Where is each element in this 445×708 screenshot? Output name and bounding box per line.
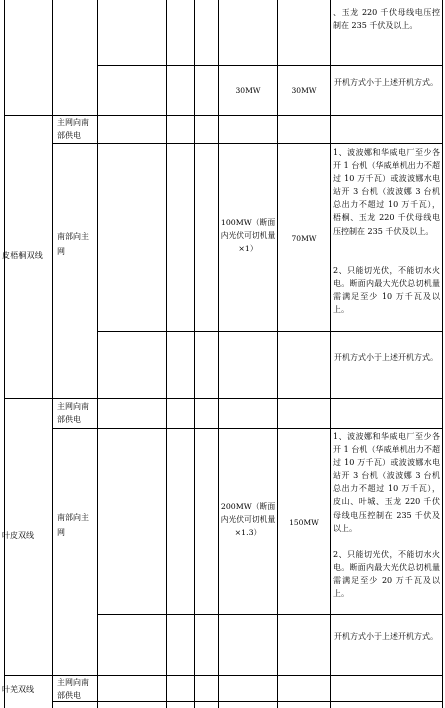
direction-south: 南部向主网 <box>57 513 89 537</box>
grid-line <box>194 0 195 708</box>
grid-line <box>97 331 443 332</box>
grid-line <box>52 428 443 429</box>
fallback-text: 开机方式小于上述开机方式。 <box>334 632 438 641</box>
grid-line <box>97 614 443 615</box>
limit-value: 70MW <box>291 234 317 243</box>
grid-line <box>277 0 278 708</box>
grid-line <box>97 0 98 708</box>
direction-north: 主网向南部供电 <box>57 678 89 700</box>
grid-line <box>4 115 443 116</box>
grid-line <box>330 0 331 708</box>
direction-north: 主网向南部供电 <box>57 118 89 140</box>
direction-north: 主网向南部供电 <box>57 402 89 424</box>
capacity-text: 100MW（断面内光伏可切机量×1） <box>220 218 276 253</box>
grid-line <box>97 65 443 66</box>
fallback-text: 开机方式小于上述开机方式。 <box>334 353 438 362</box>
line-name: 叶皮双线 <box>2 531 34 540</box>
load-value: 30MW <box>235 86 261 95</box>
grid-line <box>442 0 443 708</box>
grid-line <box>52 143 443 144</box>
condition-text: 1、波波娜和华威电厂至少各开 1 台机（华威单机出力不超过 10 万千瓦）或波波娜水电站开 3 台机（波波娜 3 台机总出力不超过 10 万千瓦），皮山、叶城、玉龙 220 千伏母线电压控制在 235 千伏及以上。 <box>333 432 440 533</box>
grid-line <box>4 0 5 708</box>
grid-line <box>218 0 219 708</box>
line-name: 皮梧桐双线 <box>2 251 43 260</box>
line-name: 叶羌双线 <box>2 685 34 694</box>
capacity-text: 200MW（断面内光伏可切机量×1.3） <box>220 502 276 537</box>
grid-line <box>4 398 443 399</box>
condition-text: 2、只能切光伏，不能切水火电。断面内最大光伏总切机量需满足至少 20 万千瓦及以上。 <box>333 550 440 599</box>
condition-text: 、玉龙 220 千伏母线电压控制在 235 千伏及以上。 <box>333 8 440 31</box>
grid-line <box>52 701 443 702</box>
limit-value: 150MW <box>289 518 319 527</box>
grid-line <box>4 675 443 676</box>
grid-line <box>52 0 53 708</box>
direction-south: 南部向主网 <box>57 232 89 256</box>
condition-text: 2、只能切光伏，不能切水火电。断面内最大光伏总切机量需满足至少 10 万千瓦及以上。 <box>333 266 440 315</box>
output-value: 30MW <box>291 86 317 95</box>
grid-line <box>166 0 167 708</box>
fallback-text: 开机方式小于上述开机方式。 <box>334 78 438 87</box>
condition-text: 1、波波娜和华威电厂至少各开 1 台机（华威单机出力不超过 10 万千瓦）或波波娜水电站开 3 台机（波波娜 3 台机总出力不超过 10 万千瓦），梧桐、玉龙 220 千伏母线电压控制在 235 千伏及以上。 <box>333 148 440 236</box>
